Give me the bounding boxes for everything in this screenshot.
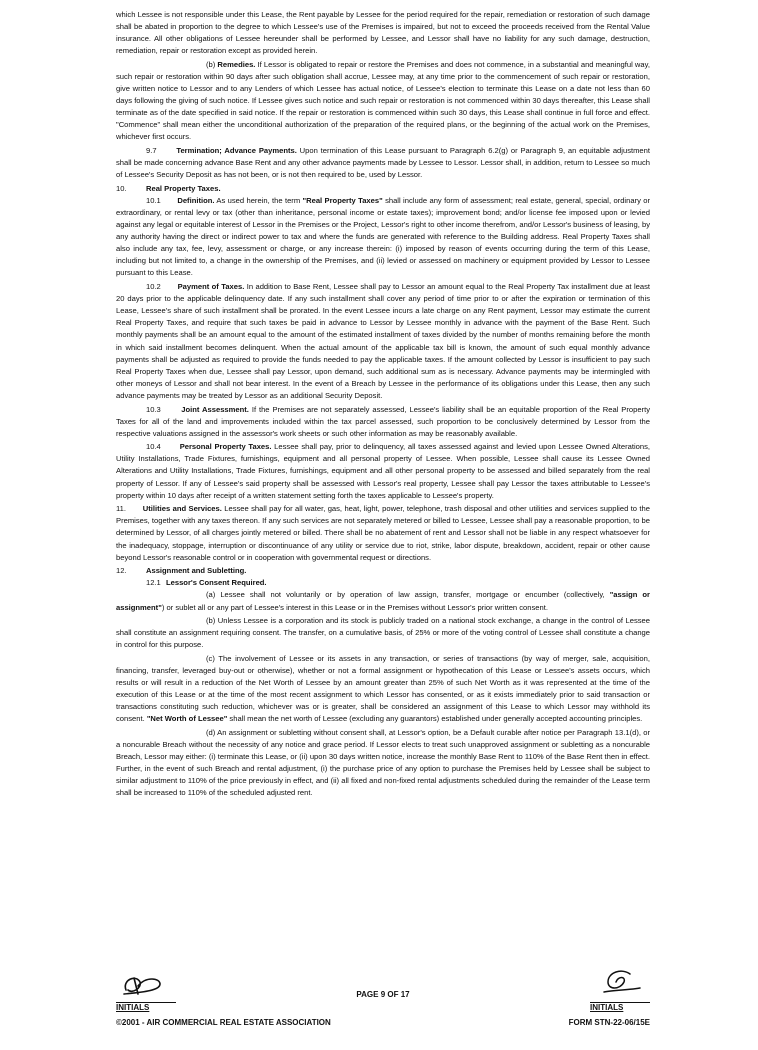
initials-label-right: INITIALS xyxy=(590,1003,624,1012)
section-number: 11. xyxy=(116,504,126,514)
section-text: Lessee shall pay, prior to delinquency, all taxes assessed against and levied upon Lessee Owned Alterations, Utility Installations, Trade Fixtures, furnishings, equipment and all personal property of Lessee. When possible, Lessee shall cause its Lessee Owned Alterations and Utility Installations, Trade Fixtures, furnishings, equipment and all other personal property to be assessed and billed separately from the real property of Lessor. If any of Lessee's said property shall be assessed with Lessor's real property, Lessee shall pay Lessor the taxes attributable to Lessee's property within 10 days after receipt of a written statement setting forth the taxes applicable to Lessee's property. xyxy=(116,442,650,500)
paragraph-10-1 xyxy=(116,195,650,280)
section-title: Termination; Advance Payments. xyxy=(176,146,297,156)
heading-title: Assignment and Subletting. xyxy=(146,566,247,576)
clause-title: Remedies. xyxy=(217,59,256,69)
section-text: As used herein, the term xyxy=(214,195,303,205)
initials-signature-right xyxy=(600,968,644,998)
clause-letter: (b) xyxy=(206,59,216,69)
document-body xyxy=(116,9,650,801)
initials-label-left: INITIALS xyxy=(116,1003,150,1012)
heading-number: 12.1 xyxy=(146,578,161,588)
paragraph-damage-abatement: which Lessee is not responsible under this Lease, the Rent payable by Lessee for the period required for the repair, remediation or restoration of such damage shall be abated in proportion to the degree to which Lessee's use of the Premises is impaired, but not to exceed the proceeds received from the Rental Value insurance. All other obligations of Lessee hereunder shall be performed by Lessee, and Lessor shall have no liability for any such damage, destruction, remediation, repair or restoration except as provided herein. xyxy=(116,10,650,56)
heading-12-1 xyxy=(116,577,650,589)
section-number: 10.4 xyxy=(146,442,161,452)
section-title: Personal Property Taxes. xyxy=(179,442,272,452)
form-number: FORM STN-22-06/15E xyxy=(568,1018,650,1027)
page-number: PAGE 9 OF 17 xyxy=(356,990,410,999)
paragraph-11 xyxy=(116,503,650,563)
defined-term: "assign or assignment" xyxy=(116,590,650,612)
paragraph-9-7 xyxy=(116,145,650,181)
heading-12 xyxy=(116,565,650,577)
paragraph-12-1-d: (d) An assignment or subletting without consent shall, at Lessor's option, be a Default curable after notice per Paragraph 13.1(d), or a noncurable Breach without the necessity of any notice and grace period. If Lessor elects to treat such unapproved assignment or subletting as a noncurable Breach, Lessor may either: (i) terminate this Lease, or (ii) upon 30 days written notice, increase the monthly Base Rent to 110% of the Base Rent then in effect. Further, in the event of such Breach and rental adjustment, (i) the purchase price of any option to purchase the Premises held by Lessee shall be subject to similar adjustment to 110% of the price previously in effect, and (ii) all fixed and non-fixed rental adjustments scheduled during the remainder of the Lease term shall be increased to 110% of the scheduled adjusted rent. xyxy=(116,727,650,798)
paragraph-remedies xyxy=(116,59,650,144)
heading-title: Lessor's Consent Required. xyxy=(166,578,267,588)
paragraph-10-2 xyxy=(116,281,650,402)
section-text: shall include any form of assessment; real estate, general, special, ordinary or extraordinary, or rental levy or tax (other than inheritance, personal income or estate taxes); improvement bond; and/or license fee imposed upon or levied against any legal or equitable interest of Lessor in the Premises or the Project, Lessor's right to other income therefrom, and/or Lessor's business of leasing, by any authority having the direct or indirect power to tax and where the funds are generated with reference to the Building address. Real Property Taxes shall also include any tax, fee, levy, assessment or charge, or any increase therein: (i) imposed by reason of events occurring during the term of this Lease, including but not limited to, a change in the ownership of the Premises, and (ii) levied or assessed on machinery or equipment provided by Lessor to Lessee pursuant to this Lease. xyxy=(116,195,650,278)
paragraph-12-1-a xyxy=(116,589,650,613)
section-text: If the Premises are not separately assessed, Lessee's liability shall be an equitable proportion of the Real Property Taxes for all of the land and improvements included within the tax parcel assessed, such proportion to be conclusively determined by Lessor from the respective valuations assigned in the assessor's work sheets or such other information as may be reasonably available. xyxy=(116,404,650,438)
section-title: Payment of Taxes. xyxy=(177,282,245,292)
heading-title: Real Property Taxes. xyxy=(146,183,221,193)
section-text: In addition to Base Rent, Lessee shall pay to Lessor an amount equal to the Real Property Tax installment due at least 20 days prior to the applicable delinquency date. If any such installment shall cover any period of time prior to or after the expiration or termination of this Lease, Lessee's share of such installment shall be prorated. In the event Lessee incurs a late charge on any Rent payment, Lessor may estimate the current Real Property Taxes, and require that such taxes be paid in advance to Lessor by Lessee monthly in advance with the payment of the Base Rent. Such monthly payments shall be an amount equal to the amount of the estimated installment of taxes divided by the number of months remaining before the month in which said installment becomes delinquent. When the actual amount of the applicable tax bill is known, the amount of such equal monthly advance payments shall be adjusted as required to provide the funds needed to pay the applicable taxes. If the amount collected by Lessor is insufficient to pay such Real Property Taxes when due, Lessee shall pay Lessor, upon demand, such additional sum as is necessary. Advance payments may be intermingled with other moneys of Lessor and shall not bear interest. In the event of a Breach by Lessee in the performance of its obligations under this Lease, then any such advance payments may be treated by Lessor as an additional Security Deposit. xyxy=(116,282,650,400)
section-number: 10.2 xyxy=(146,282,161,292)
defined-term: "Net Worth of Lessee" xyxy=(146,714,228,724)
section-title: Definition. xyxy=(177,195,215,205)
section-title: Joint Assessment. xyxy=(181,404,249,414)
clause-text: shall mean the net worth of Lessee (excluding any guarantors) established under generally accepted accounting principles. xyxy=(227,714,643,724)
defined-term: "Real Property Taxes" xyxy=(302,195,383,205)
heading-10 xyxy=(116,183,650,195)
heading-number: 10. xyxy=(116,183,127,193)
section-number: 10.3 xyxy=(146,404,161,414)
clause-text: (a) Lessee shall not voluntarily or by operation of law assign, transfer, mortgage or encumber (collectively, xyxy=(206,590,610,600)
paragraph-10-3 xyxy=(116,404,650,440)
heading-number: 12. xyxy=(116,566,127,576)
copyright-notice: ©2001 - AIR COMMERCIAL REAL ESTATE ASSOCIATION xyxy=(116,1018,331,1027)
section-number: 9.7 xyxy=(146,146,157,156)
clause-text: If Lessor is obligated to repair or restore the Premises and does not commence, in a substantial and meaningful way, such repair or restoration within 90 days after such obligation shall accrue, Lessee may, at any time prior to the commencement of such repair or restoration, give written notice to Lessor and to any Lenders of which Lessee has actual notice, of Lessee's election to terminate this Lease on a date not less than 60 days following the giving of such notice. If Lessee gives such notice and such repair or restoration is not commenced within 30 days thereafter, this Lease shall terminate as of the date specified in said notice. If the repair or restoration is commenced within such 30 days, this Lease shall continue in full force and effect. "Commence" shall mean either the unconditional authorization of the preparation of the required plans, or the beginning of the actual work on the Premises, whichever first occurs. xyxy=(116,59,650,142)
paragraph-12-1-c xyxy=(116,653,650,726)
clause-text: ) or sublet all or any part of Lessee's interest in this Lease or in the Premises without Lessor's prior written consent. xyxy=(161,602,548,612)
section-number: 10.1 xyxy=(146,195,161,205)
section-title: Utilities and Services. xyxy=(142,504,222,514)
section-text: Lessee shall pay for all water, gas, heat, light, power, telephone, trash disposal and other utilities and services supplied to the Premises, together with any taxes thereon. If any such services are not separately metered or billed to Lessee, Lessee shall pay a reasonable proportion, to be determined by Lessor, of all charges jointly metered or billed. There shall be no abatement of rent and Lessor shall not be liable in any respect whatsoever for the inadequacy, stoppage, interruption or discontinuance of any utility or service due to riot, strike, labor dispute, breakdown, accident, repair or other cause beyond Lessor's reasonable control or in cooperation with governmental request or directions. xyxy=(116,504,650,562)
section-text: Upon termination of this Lease pursuant to Paragraph 6.2(g) or Paragraph 9, an equitable adjustment shall be made concerning advance Base Rent and any other advance payments made by Lessee to Lessor. Lessor shall, in addition, return to Lessee so much of Lessee's Security Deposit as has not been, or is not then required to be, used by Lessor. xyxy=(116,146,650,180)
clause-text: (c) The involvement of Lessee or its assets in any transaction, or series of transactions (by way of merger, sale, acquisition, financing, transfer, leveraged buy-out or otherwise), whether or not a formal assignment or hypothecation of this Lease or Lessee's assets occurs, which results or will result in a reduction of the Net Worth of Lessee by an amount greater than 25% of such Net Worth as it was represented at the time of the execution of this Lease or at the time of the most recent assignment to which Lessor has consented, or as it exists immediately prior to said transaction or transactions constituting such reduction, whichever was or is greater, shall be considered an assignment of this Lease to which Lessor may withhold its consent. xyxy=(116,653,650,724)
initials-box-right xyxy=(590,978,650,1013)
paragraph-10-4 xyxy=(116,441,650,501)
paragraph-12-1-b: (b) Unless Lessee is a corporation and its stock is publicly traded on a national stock exchange, a change in the control of Lessee shall constitute an assignment requiring consent. The transfer, on a cumulative basis, of 25% or more of the voting control of Lessee shall constitute a change in control for this purpose. xyxy=(116,616,650,650)
page-footer xyxy=(116,978,650,1048)
